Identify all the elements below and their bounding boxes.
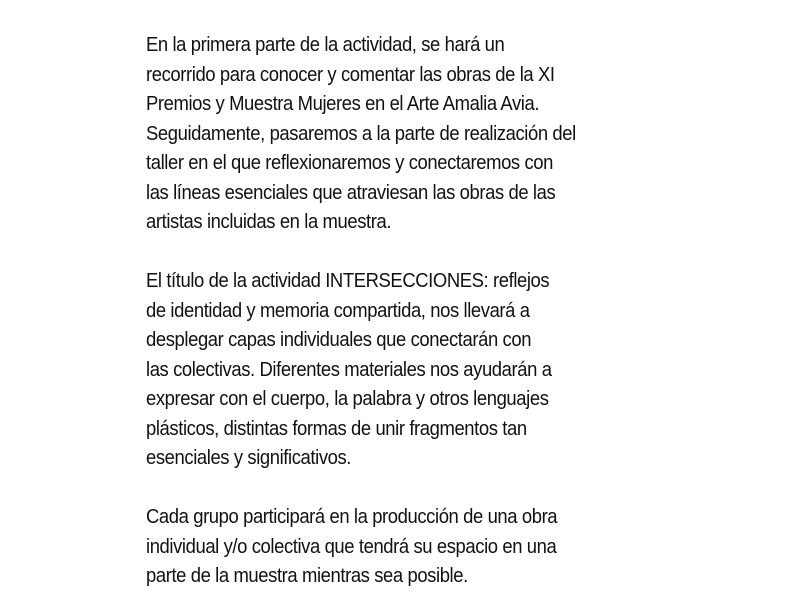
text-line: Cada grupo participará en la producción de una obra [146, 505, 558, 528]
text-line: parte de la muestra mientras sea posible. [146, 564, 468, 587]
text-line: las líneas esenciales que atraviesan las obras de las [146, 180, 556, 204]
text-line: Premios y Muestra Mujeres en el Arte Amalia Avia. [146, 92, 540, 115]
document-text [146, 30, 632, 591]
text-line: plásticos, distintas formas de unir fragmentos tan [146, 416, 527, 440]
text-line: El título de la actividad INTERSECCIONES: reflejos [146, 269, 550, 292]
text-line: desplegar capas individuales que conectarán con [146, 328, 532, 351]
paragraph-activity-title [146, 266, 632, 473]
text-line: Seguidamente, pasaremos a la parte de realización del [146, 121, 576, 145]
paragraph-group-participation [146, 502, 632, 591]
text-line: artistas incluidas en la muestra. [146, 210, 392, 233]
text-line: de identidad y memoria compartida, nos llevará a [146, 298, 530, 322]
paragraph-intro [146, 30, 632, 237]
text-line: expresar con el cuerpo, la palabra y otros lenguajes [146, 387, 549, 410]
paragraph-gap [146, 237, 632, 267]
text-line: taller en el que reflexionaremos y conectaremos con [146, 151, 553, 174]
text-line: esenciales y significativos. [146, 446, 352, 469]
text-line: recorrido para conocer y comentar las obras de la XI [146, 62, 555, 86]
text-line: En la primera parte de la actividad, se hará un [146, 33, 505, 56]
paragraph-gap [146, 473, 632, 503]
text-line: individual y/o colectiva que tendrá su espacio en una [146, 534, 557, 558]
text-line: las colectivas. Diferentes materiales nos ayudarán a [146, 357, 552, 381]
